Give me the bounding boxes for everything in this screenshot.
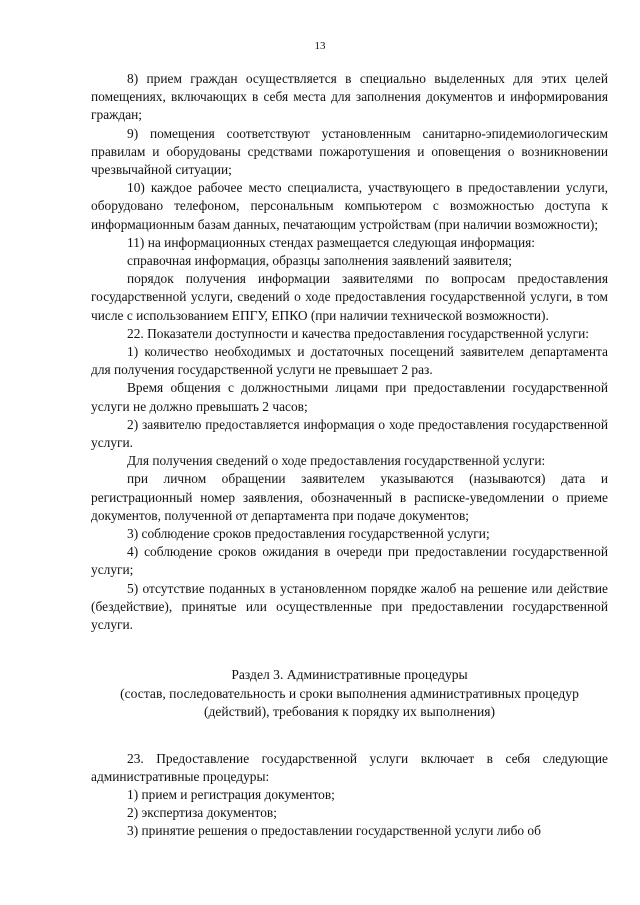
- paragraph: Время общения с должностными лицами при предоставлении государственной услуги не должно превышать 2 часов;: [91, 380, 608, 414]
- section-title: Раздел 3. Административные процедуры: [231, 667, 468, 683]
- paragraph: справочная информация, образцы заполнения заявлений заявителя;: [127, 253, 512, 269]
- paragraph: 1) количество необходимых и достаточных посещений заявителем департамента для получения государственной услуги не превышает 2 раз.: [91, 344, 608, 378]
- paragraph: порядок получения информации заявителями по вопросам предоставления государственной услуги, сведений о ходе предоставления государственной услуги, в том числе с использованием ЕПГУ, ЕПКО (при наличии технической возможности).: [91, 271, 608, 323]
- paragraph: при личном обращении заявителем указываются (называются) дата и регистрационный номер заявления, обозначенный в расписке-уведомлении о приеме документов, полученной от департамента при подаче документов;: [91, 471, 608, 523]
- paragraph: 23. Предоставление государственной услуги включает в себя следующие административные процедуры:: [91, 750, 608, 784]
- document-body: [91, 70, 608, 841]
- paragraph: Для получения сведений о ходе предоставления государственной услуги:: [127, 453, 546, 469]
- paragraph: 8) прием граждан осуществляется в специально выделенных для этих целей помещениях, включающих в себя места для заполнения документов и информирования граждан;: [91, 71, 608, 123]
- section-subtitle: (состав, последовательность и сроки выполнения административных процедур (действий), требования к порядку их выполнения): [120, 685, 579, 720]
- paragraph: 5) отсутствие поданных в установленном порядке жалоб на решение или действие (бездействие), принятые или осуществленные при предоставлении государственной услуги.: [91, 580, 608, 633]
- section-heading: [91, 666, 608, 721]
- paragraph: 3) принятие решения о предоставлении государственной услуги либо об: [127, 823, 541, 839]
- paragraph: 3) соблюдение сроков предоставления государственной услуги;: [127, 526, 490, 542]
- paragraph: 11) на информационных стендах размещается следующая информация:: [127, 234, 536, 250]
- paragraph: 9) помещения соответствуют установленным санитарно-эпидемиологическим правилам и оборудованы средствами пожаротушения и оповещения о возникновении чрезвычайной ситуации;: [91, 125, 608, 178]
- paragraph: 10) каждое рабочее место специалиста, участвующего в предоставлении услуги, оборудовано телефоном, персональным компьютером с возможностью доступа к информационным базам данных, печатающим устройствам (при наличии возможности);: [91, 180, 608, 232]
- paragraph: 2) заявителю предоставляется информация о ходе предоставления государственной услуги.: [91, 416, 608, 451]
- page-number: 13: [314, 40, 326, 52]
- paragraph: 2) экспертиза документов;: [127, 805, 277, 821]
- paragraph: 22. Показатели доступности и качества предоставления государственной услуги:: [127, 325, 590, 341]
- paragraph: 4) соблюдение сроков ожидания в очереди при предоставлении государственной услуги;: [91, 544, 608, 578]
- paragraph: 1) прием и регистрация документов;: [127, 786, 335, 802]
